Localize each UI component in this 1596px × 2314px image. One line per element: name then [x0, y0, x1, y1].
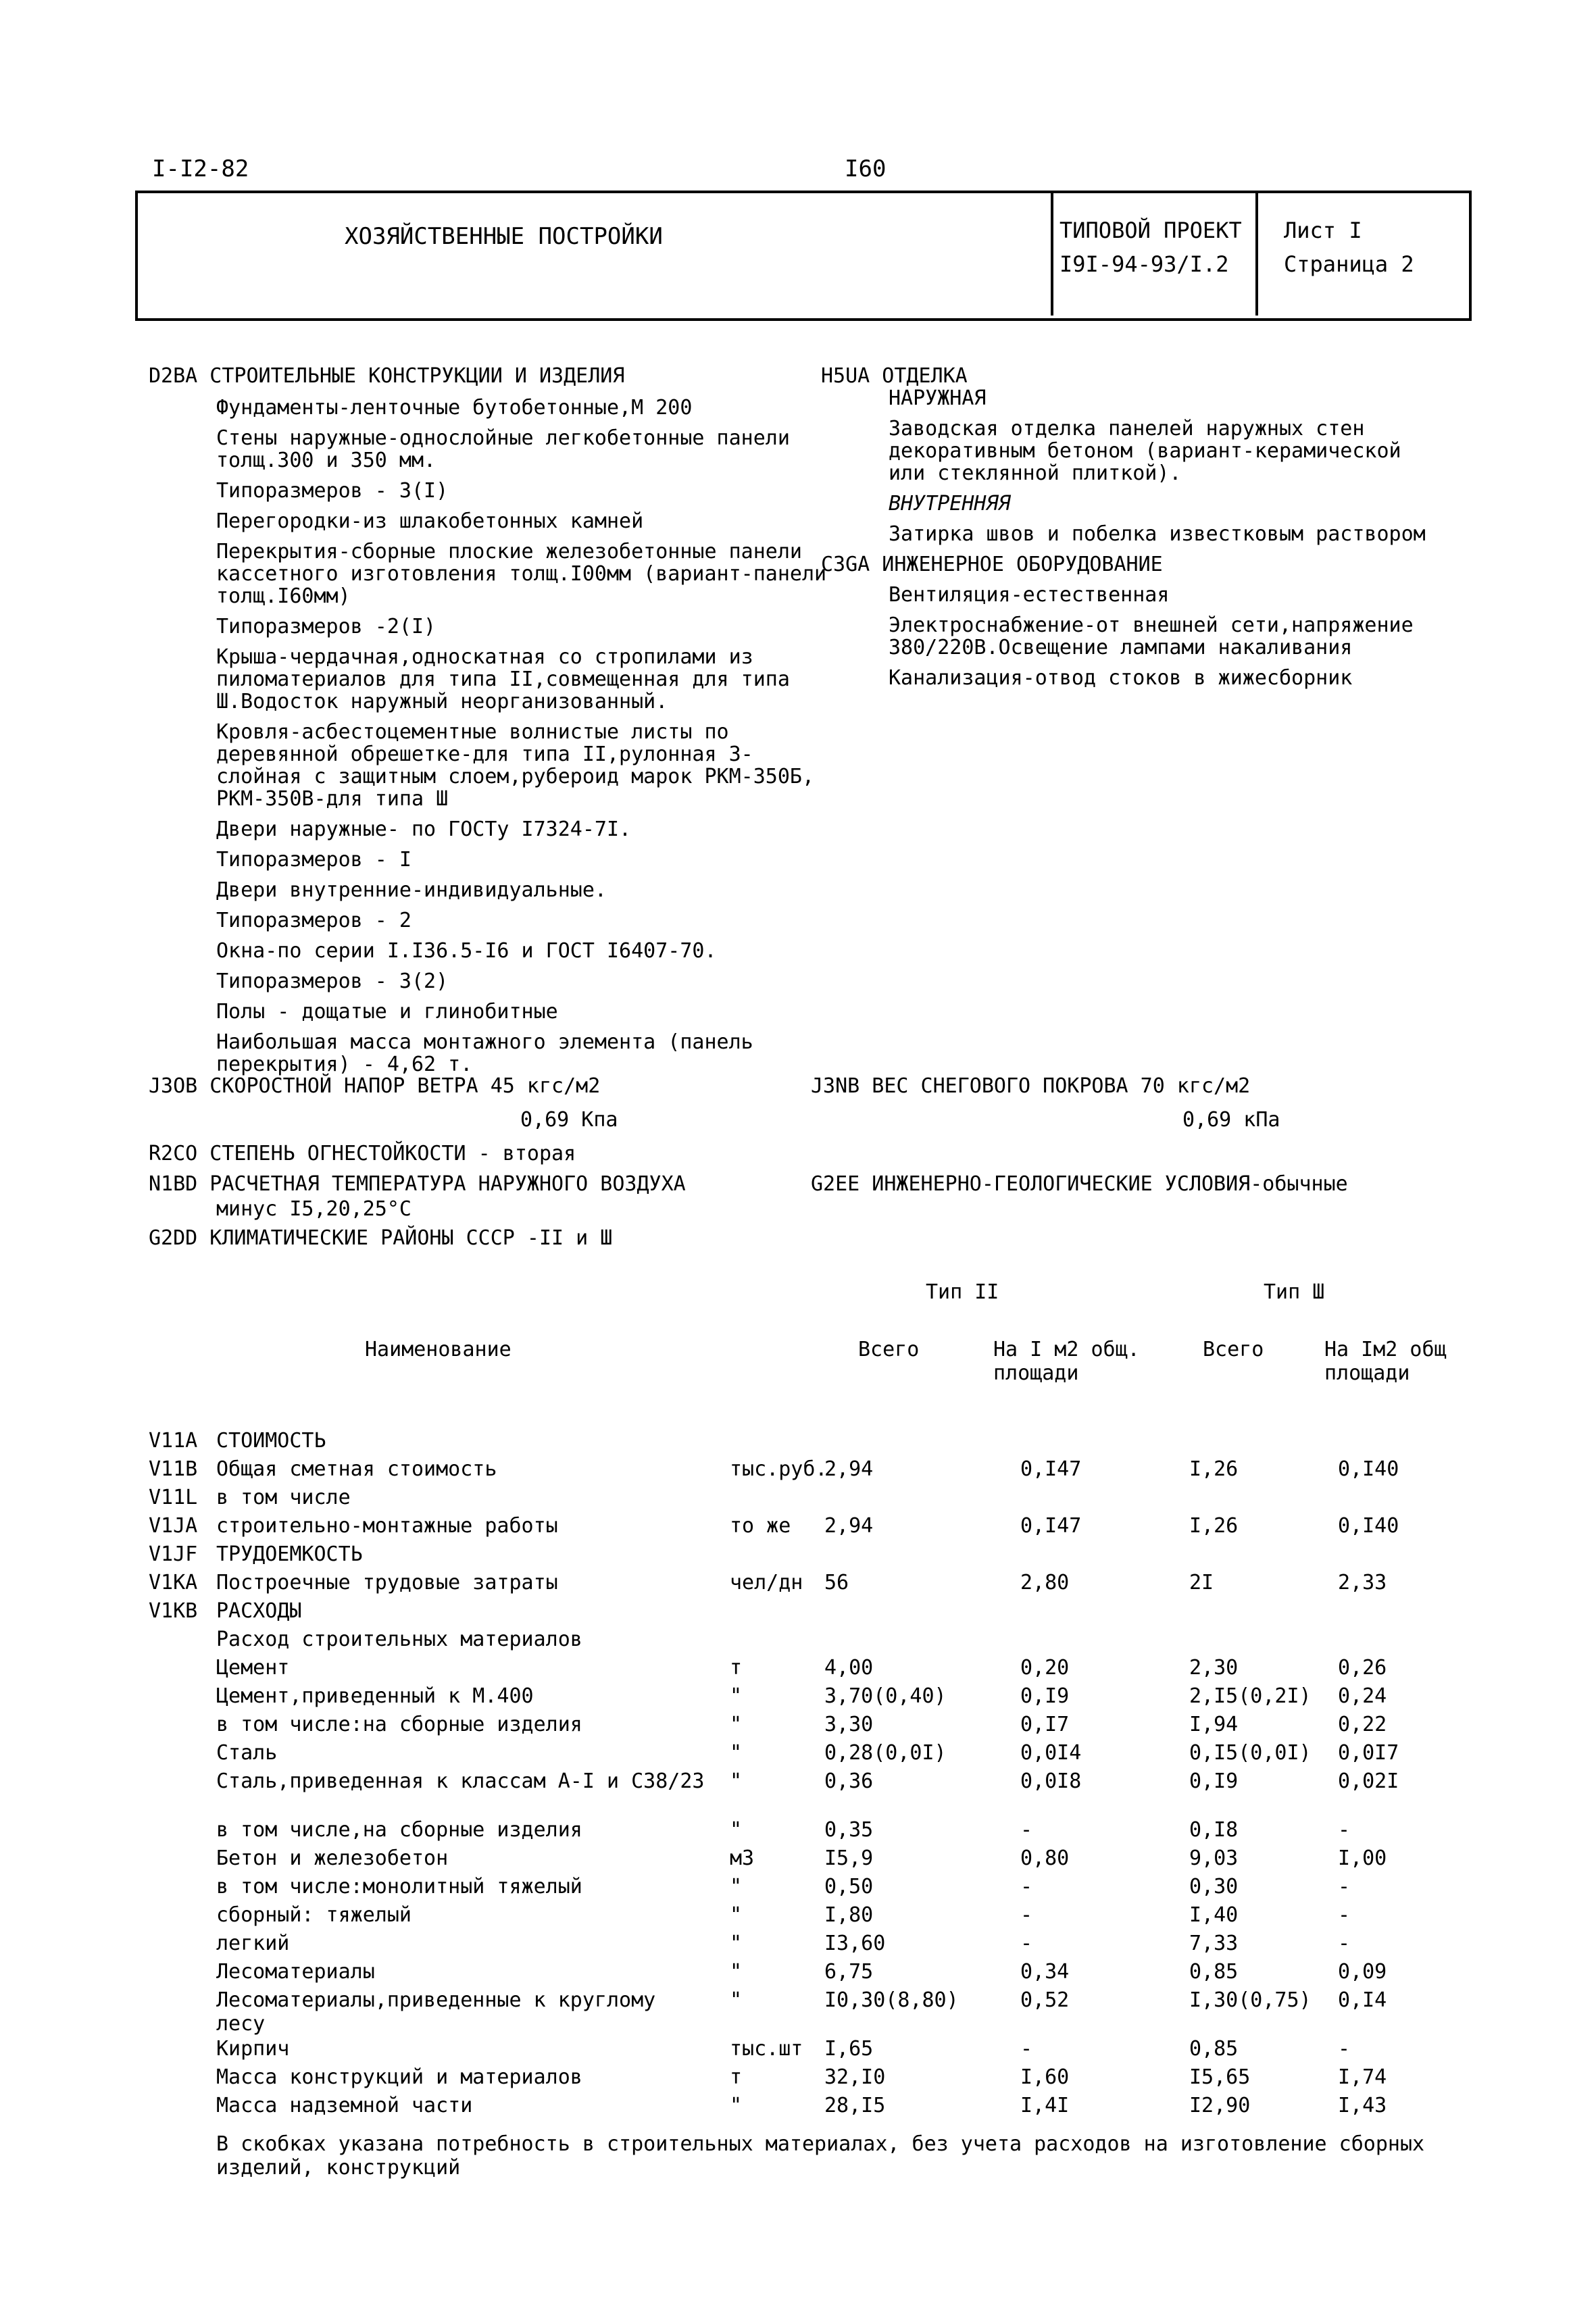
table-cell: 2,94: [824, 1457, 874, 1481]
title: ХОЗЯЙСТВЕННЫЕ ПОСТРОЙКИ: [345, 223, 663, 250]
table-cell: I2,90: [1189, 2094, 1251, 2117]
table-cell: 0,50: [824, 1875, 874, 1898]
table-cell: 0,28(0,0I): [824, 1741, 947, 1765]
text-line: Затирка швов и побелка известковым раствором: [889, 522, 1426, 546]
table-cell: 6,75: [824, 1960, 874, 1984]
left-column: [149, 365, 831, 1084]
table-cell: 0,20: [1020, 1656, 1070, 1680]
table-cell: 0,I4: [1338, 1988, 1387, 2012]
column-header: На Iм2 общ площади: [1324, 1338, 1447, 1385]
table-cell: 0,22: [1338, 1713, 1387, 1736]
table-cell: ": [730, 1741, 743, 1765]
text-line: Фундаменты-ленточные бутобетонные,М 200: [216, 396, 693, 420]
text-line: Кровля-асбестоцементные волнистые листы по деревянной обрешетке-для типа II,рулонная 3-слойная с защитным слоем,рубероид марок РКМ-350Б, РКМ-350В-для типа Ш: [216, 720, 815, 811]
table-cell: 0,85: [1189, 2037, 1239, 2061]
table-cell: 0,52: [1020, 1988, 1070, 2012]
table-cell: -: [1338, 1903, 1351, 1927]
column-header: Всего: [1203, 1338, 1264, 1361]
table-cell: строительно-монтажные работы: [216, 1514, 558, 1538]
table-cell: I0,30(8,80): [824, 1988, 959, 2012]
table-cell: I,26: [1189, 1457, 1239, 1481]
text-line: Типоразмеров -2(I): [216, 615, 437, 638]
parameter: минус I5,20,25°С: [216, 1197, 412, 1221]
parameter: G2EE ИНЖЕНЕРНО-ГЕОЛОГИЧЕСКИЕ УСЛОВИЯ-обычные: [811, 1172, 1348, 1196]
table-cell: ": [730, 1684, 743, 1708]
table-cell: ": [730, 1988, 743, 2012]
table-cell: -: [1338, 1932, 1351, 1955]
table-cell: ": [730, 1903, 743, 1927]
text-line: Типоразмеров - I: [216, 848, 412, 872]
table-cell: т: [730, 2065, 743, 2089]
text-line: Заводская отделка панелей наружных стен декоративным бетоном (вариант-керамической или стеклянной плиткой).: [889, 417, 1401, 485]
project-number: I9I-94-93/I.2: [1059, 251, 1229, 277]
parameter: N1BD РАСЧЕТНАЯ ТЕМПЕРАТУРА НАРУЖНОГО ВОЗДУХА: [149, 1172, 686, 1196]
table-cell: -: [1020, 1818, 1033, 1842]
table-cell: ": [730, 1960, 743, 1984]
table-cell: I3,60: [824, 1932, 886, 1955]
table-cell: 2,80: [1020, 1571, 1070, 1594]
table-cell: сборный: тяжелый: [216, 1903, 412, 1927]
table-cell: 0,I8: [1189, 1818, 1239, 1842]
table-cell: 0,26: [1338, 1656, 1387, 1680]
table-cell: I,80: [824, 1903, 874, 1927]
table-cell: 7,33: [1189, 1932, 1239, 1955]
table-cell: в том числе,на сборные изделия: [216, 1818, 582, 1842]
table-cell: 0,30: [1189, 1875, 1239, 1898]
table-cell: 3,70(0,40): [824, 1684, 947, 1708]
column-header: Наименование: [365, 1338, 512, 1361]
table-cell: I,65: [824, 2037, 874, 2061]
table-cell: 0,09: [1338, 1960, 1387, 1984]
table-cell: ": [730, 1818, 743, 1842]
table-cell: -: [1020, 1875, 1033, 1898]
table-cell: 0,0I7: [1338, 1741, 1399, 1765]
table-cell: Цемент: [216, 1656, 290, 1680]
parameter: G2DD КЛИМАТИЧЕСКИЕ РАЙОНЫ СССР -II и Ш: [149, 1226, 613, 1250]
parameter: J3OB СКОРОСТНОЙ НАПОР ВЕТРА 45 кгс/м2: [149, 1074, 601, 1098]
table-cell: ТРУДОЕМКОСТЬ: [216, 1542, 363, 1566]
text-line: Перегородки-из шлакобетонных камней: [216, 509, 644, 533]
table-cell: Кирпич: [216, 2037, 290, 2061]
text-line: Канализация-отвод стоков в жижесборник: [889, 666, 1353, 690]
table-cell: 0,I40: [1338, 1514, 1399, 1538]
column-header: Тип II: [926, 1280, 999, 1304]
table-cell: 0,85: [1189, 1960, 1239, 1984]
table-cell: ": [730, 1875, 743, 1898]
subheading: ВНУТРЕННЯЯ: [889, 492, 1011, 515]
table-cell: в том числе: [216, 1486, 351, 1509]
parameter: R2CO СТЕПЕНЬ ОГНЕСТОЙКОСТИ - вторая: [149, 1142, 576, 1165]
table-cell: I,74: [1338, 2065, 1387, 2089]
table-cell: 0,02I: [1338, 1769, 1399, 1793]
doc-code: I-I2-82: [152, 155, 249, 182]
title-block: [135, 191, 1472, 321]
table-cell: ": [730, 2094, 743, 2117]
table-cell: I,4I: [1020, 2094, 1070, 2117]
table-cell: 2I: [1189, 1571, 1214, 1594]
table-cell: 3,30: [824, 1713, 874, 1736]
page-number: I60: [845, 155, 887, 182]
table-cell: 0,I47: [1020, 1457, 1082, 1481]
section-heading: D2BA СТРОИТЕЛЬНЫЕ КОНСТРУКЦИИ И ИЗДЕЛИЯ: [149, 364, 625, 388]
table-cell: ": [730, 1932, 743, 1955]
table-cell: V11L: [149, 1486, 198, 1509]
table-cell: Лесоматериалы,приведенные к круглому лесу: [216, 1988, 656, 2036]
text-line: Двери внутренние-индивидуальные.: [216, 878, 607, 902]
table-cell: V1KA: [149, 1571, 198, 1594]
table-cell: 28,I5: [824, 2094, 886, 2117]
table-cell: Сталь,приведенная к классам А-I и С38/23: [216, 1769, 705, 1793]
text-line: Типоразмеров - 3(I): [216, 479, 449, 503]
text-line: Вентиляция-естественная: [889, 583, 1170, 607]
table-cell: I,43: [1338, 2094, 1387, 2117]
table-cell: I5,65: [1189, 2065, 1251, 2089]
table-cell: Расход строительных материалов: [216, 1628, 582, 1651]
table-cell: Лесоматериалы: [216, 1960, 375, 1984]
right-column: [821, 365, 1443, 697]
table-cell: -: [1020, 2037, 1033, 2061]
parameter: 0,69 Кпа: [520, 1108, 618, 1132]
table-cell: в том числе:монолитный тяжелый: [216, 1875, 582, 1898]
table-cell: 9,03: [1189, 1846, 1239, 1870]
table-cell: V11B: [149, 1457, 198, 1481]
table-cell: 0,I40: [1338, 1457, 1399, 1481]
table-cell: 2,30: [1189, 1656, 1239, 1680]
section-heading: H5UA ОТДЕЛКА: [821, 364, 968, 388]
table-cell: Бетон и железобетон: [216, 1846, 449, 1870]
table-cell: в том числе:на сборные изделия: [216, 1713, 582, 1736]
table-cell: 0,I9: [1189, 1769, 1239, 1793]
column-header: Всего: [858, 1338, 920, 1361]
text-line: Крыша-чердачная,односкатная со стропилами из пиломатериалов для типа II,совмещенная для типа Ш.Водосток наружный неорганизованный.: [216, 645, 790, 713]
table-cell: Построечные трудовые затраты: [216, 1571, 558, 1594]
table-cell: I,60: [1020, 2065, 1070, 2089]
parameter: J3NB ВЕС СНЕГОВОГО ПОКРОВА 70 кгс/м2: [811, 1074, 1251, 1098]
table-cell: ": [730, 1769, 743, 1793]
table-cell: 0,80: [1020, 1846, 1070, 1870]
text-line: Стены наружные-однослойные легкобетонные панели толщ.300 и 350 мм.: [216, 426, 790, 472]
table-cell: 2,94: [824, 1514, 874, 1538]
section-heading: C3GA ИНЖЕНЕРНОЕ ОБОРУДОВАНИЕ: [821, 553, 1163, 576]
text-line: Перекрытия-сборные плоские железобетонные панели кассетного изготовления толщ.I00мм (вариант-панели толщ.I60мм): [216, 540, 827, 608]
table-cell: -: [1020, 1932, 1033, 1955]
text-line: Полы - дощатые и глинобитные: [216, 1000, 558, 1024]
table-cell: I5,9: [824, 1846, 874, 1870]
table-cell: 0,I7: [1020, 1713, 1070, 1736]
table-cell: тыс.руб.: [730, 1457, 828, 1481]
divider: [1255, 191, 1258, 316]
subheading: НАРУЖНАЯ: [889, 386, 987, 410]
table-cell: тыс.шт: [730, 2037, 803, 2061]
table-cell: -: [1338, 1875, 1351, 1898]
table-cell: 0,I5(0,0I): [1189, 1741, 1312, 1765]
table-cell: 0,34: [1020, 1960, 1070, 1984]
column-header: Тип Ш: [1264, 1280, 1325, 1304]
column-header: На I м2 общ. площади: [993, 1338, 1140, 1385]
table-cell: ": [730, 1713, 743, 1736]
table-cell: V1KB: [149, 1599, 198, 1623]
table-cell: 0,I47: [1020, 1514, 1082, 1538]
table-cell: легкий: [216, 1932, 290, 1955]
table-cell: I,26: [1189, 1514, 1239, 1538]
table-cell: 32,I0: [824, 2065, 886, 2089]
project-label: ТИПОВОЙ ПРОЕКТ: [1059, 218, 1242, 243]
table-cell: V11A: [149, 1429, 198, 1453]
table-cell: т: [730, 1656, 743, 1680]
table-cell: I,94: [1189, 1713, 1239, 1736]
table-cell: 4,00: [824, 1656, 874, 1680]
text-line: Окна-по серии I.I36.5-I6 и ГОСТ I6407-70.: [216, 939, 717, 963]
table-cell: чел/дн: [730, 1571, 803, 1594]
text-line: Двери наружные- по ГОСТу I7324-7I.: [216, 818, 632, 841]
divider: [1051, 191, 1053, 316]
text-line: Электроснабжение-от внешней сети,напряжение 380/220В.Освещение лампами накаливания: [889, 613, 1414, 659]
table-cell: I,40: [1189, 1903, 1239, 1927]
table-cell: СТОИМОСТЬ: [216, 1429, 326, 1453]
table-cell: Сталь: [216, 1741, 278, 1765]
text-line: Типоразмеров - 2: [216, 909, 412, 932]
table-cell: 2,I5(0,2I): [1189, 1684, 1312, 1708]
table-cell: Масса конструкций и материалов: [216, 2065, 582, 2089]
table-cell: РАСХОДЫ: [216, 1599, 302, 1623]
table-cell: V1JA: [149, 1514, 198, 1538]
table-cell: 0,36: [824, 1769, 874, 1793]
text-line: Типоразмеров - 3(2): [216, 970, 449, 993]
table-cell: I,30(0,75): [1189, 1988, 1312, 2012]
table-cell: -: [1338, 1818, 1351, 1842]
table-cell: Цемент,приведенный к М.400: [216, 1684, 534, 1708]
table-cell: 0,24: [1338, 1684, 1387, 1708]
table-cell: то же: [730, 1514, 791, 1538]
parameter: 0,69 кПа: [1182, 1108, 1280, 1132]
text-line: Наибольшая масса монтажного элемента (панель перекрытия) - 4,62 т.: [216, 1030, 753, 1076]
table-cell: м3: [730, 1846, 755, 1870]
table-cell: Общая сметная стоимость: [216, 1457, 497, 1481]
page: Страница 2: [1284, 251, 1414, 277]
table-cell: V1JF: [149, 1542, 198, 1566]
table-cell: 0,0I8: [1020, 1769, 1082, 1793]
table-cell: Масса надземной части: [216, 2094, 473, 2117]
sheet: Лист I: [1284, 218, 1362, 243]
table-cell: -: [1020, 1903, 1033, 1927]
table-cell: 56: [824, 1571, 849, 1594]
table-cell: -: [1338, 2037, 1351, 2061]
table-cell: 0,0I4: [1020, 1741, 1082, 1765]
table-cell: I,00: [1338, 1846, 1387, 1870]
table-cell: 0,I9: [1020, 1684, 1070, 1708]
table-cell: 0,35: [824, 1818, 874, 1842]
table-cell: 2,33: [1338, 1571, 1387, 1594]
footnote: В скобках указана потребность в строительных материалах, без учета расходов на изготовление сборных изделий, конструкций: [216, 2132, 1425, 2180]
